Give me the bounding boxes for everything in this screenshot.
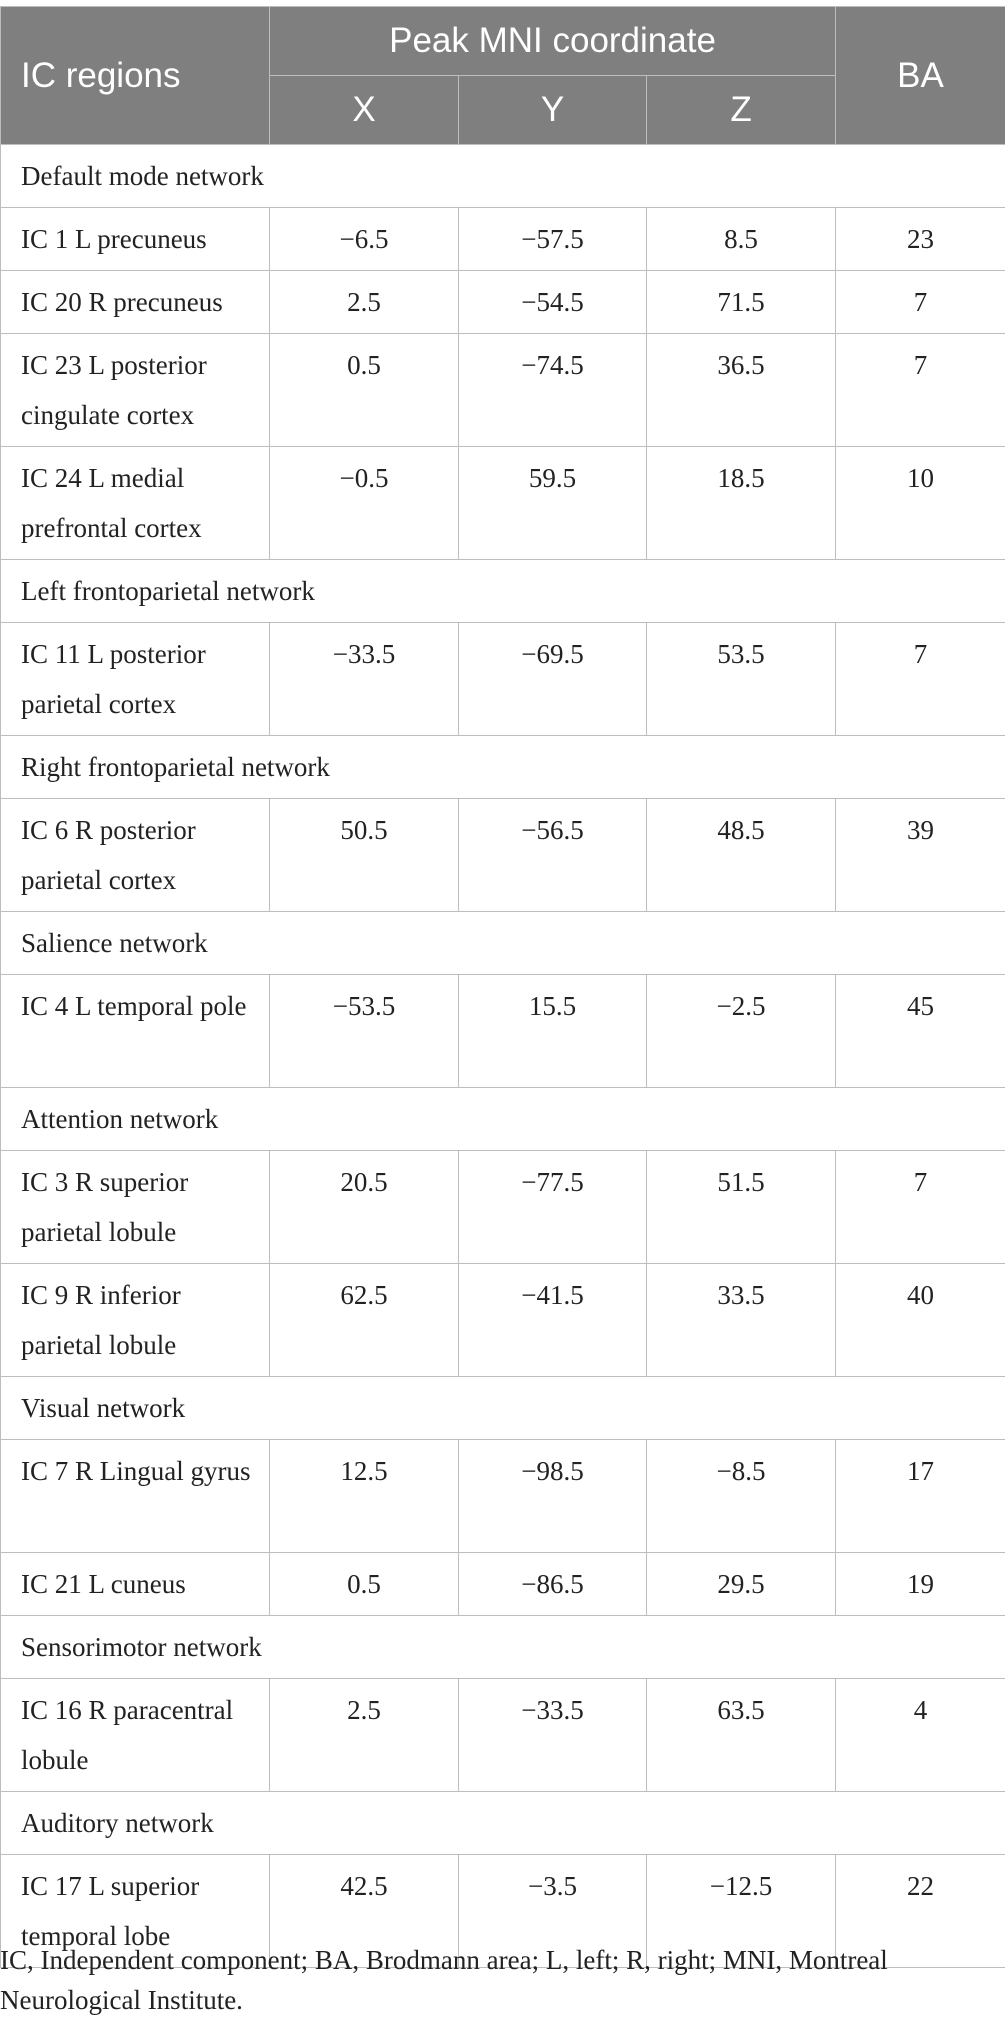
y-cell: −69.5 — [459, 623, 647, 736]
network-group-row — [1, 912, 1005, 975]
ba-cell: 39 — [836, 799, 1005, 912]
z-cell: 63.5 — [647, 1679, 836, 1792]
x-cell: 0.5 — [270, 334, 459, 447]
x-cell: −33.5 — [270, 623, 459, 736]
header-y: Y — [459, 76, 647, 145]
table-row — [1, 447, 1005, 560]
table-footnote: IC, Independent component; BA, Brodmann area; L, left; R, right; MNI, Montreal Neurological Institute. — [0, 1945, 888, 2015]
table-body — [1, 145, 1005, 1968]
table-row — [1, 623, 1005, 736]
region-cell: IC 11 L posterior parietal cortex — [1, 623, 270, 736]
z-cell: −2.5 — [647, 975, 836, 1088]
x-cell: 2.5 — [270, 271, 459, 334]
x-cell: 20.5 — [270, 1151, 459, 1264]
table-row — [1, 1440, 1005, 1553]
x-cell: 0.5 — [270, 1553, 459, 1616]
header-peak-mni-coordinate: Peak MNI coordinate — [270, 7, 836, 76]
z-cell: 48.5 — [647, 799, 836, 912]
region-cell: IC 20 R precuneus — [1, 271, 270, 334]
ba-cell: 7 — [836, 1151, 1005, 1264]
region-cell: IC 3 R superior parietal lobule — [1, 1151, 270, 1264]
ba-cell: 7 — [836, 271, 1005, 334]
table-row — [1, 1679, 1005, 1792]
network-group-row — [1, 1088, 1005, 1151]
header-x: X — [270, 76, 459, 145]
z-cell: 51.5 — [647, 1151, 836, 1264]
region-cell: IC 9 R inferior parietal lobule — [1, 1264, 270, 1377]
network-group-row — [1, 1792, 1005, 1855]
z-cell: 29.5 — [647, 1553, 836, 1616]
z-cell: 8.5 — [647, 208, 836, 271]
z-cell: 36.5 — [647, 334, 836, 447]
x-cell: −0.5 — [270, 447, 459, 560]
network-group-row — [1, 1377, 1005, 1440]
y-cell: −86.5 — [459, 1553, 647, 1616]
table-row — [1, 799, 1005, 912]
region-cell: IC 21 L cuneus — [1, 1553, 270, 1616]
x-cell: 50.5 — [270, 799, 459, 912]
z-cell: 33.5 — [647, 1264, 836, 1377]
z-cell: 53.5 — [647, 623, 836, 736]
network-group-label: Left frontoparietal network — [1, 560, 1005, 623]
x-cell: 42.5 — [270, 1855, 459, 1968]
network-group-label: Salience network — [1, 912, 1005, 975]
network-group-label: Right frontoparietal network — [1, 736, 1005, 799]
network-group-label: Default mode network — [1, 145, 1005, 208]
table-row — [1, 975, 1005, 1088]
table-row — [1, 1553, 1005, 1616]
x-cell: −6.5 — [270, 208, 459, 271]
table-row — [1, 334, 1005, 447]
network-group-row — [1, 145, 1005, 208]
y-cell: −57.5 — [459, 208, 647, 271]
y-cell: −41.5 — [459, 1264, 647, 1377]
z-cell: 18.5 — [647, 447, 836, 560]
ba-cell: 45 — [836, 975, 1005, 1088]
network-group-row — [1, 736, 1005, 799]
x-cell: 2.5 — [270, 1679, 459, 1792]
z-cell: 71.5 — [647, 271, 836, 334]
network-group-label: Attention network — [1, 1088, 1005, 1151]
y-cell: −74.5 — [459, 334, 647, 447]
region-cell: IC 4 L temporal pole — [1, 975, 270, 1088]
region-cell: IC 17 L superior temporal lobe — [1, 1855, 270, 1968]
ba-cell: 7 — [836, 623, 1005, 736]
y-cell: −77.5 — [459, 1151, 647, 1264]
ba-cell: 7 — [836, 334, 1005, 447]
ba-cell: 23 — [836, 208, 1005, 271]
x-cell: 12.5 — [270, 1440, 459, 1553]
ba-cell: 19 — [836, 1553, 1005, 1616]
network-group-row — [1, 1616, 1005, 1679]
table-row — [1, 271, 1005, 334]
x-cell: −53.5 — [270, 975, 459, 1088]
region-cell: IC 23 L posterior cingulate cortex — [1, 334, 270, 447]
x-cell: 62.5 — [270, 1264, 459, 1377]
network-group-label: Visual network — [1, 1377, 1005, 1440]
ba-cell: 10 — [836, 447, 1005, 560]
y-cell: −56.5 — [459, 799, 647, 912]
ba-cell: 17 — [836, 1440, 1005, 1553]
table-row — [1, 1264, 1005, 1377]
table-row — [1, 208, 1005, 271]
y-cell: −98.5 — [459, 1440, 647, 1553]
y-cell: −3.5 — [459, 1855, 647, 1968]
y-cell: 59.5 — [459, 447, 647, 560]
region-cell: IC 16 R paracentral lobule — [1, 1679, 270, 1792]
header-z: Z — [647, 76, 836, 145]
header-ic-regions: IC regions — [1, 7, 270, 145]
table-header — [1, 7, 1005, 145]
z-cell: −8.5 — [647, 1440, 836, 1553]
ba-cell: 4 — [836, 1679, 1005, 1792]
y-cell: −54.5 — [459, 271, 647, 334]
network-group-row — [1, 560, 1005, 623]
network-group-label: Auditory network — [1, 1792, 1005, 1855]
region-cell: IC 6 R posterior parietal cortex — [1, 799, 270, 912]
header-ba: BA — [836, 7, 1005, 145]
y-cell: 15.5 — [459, 975, 647, 1088]
region-cell: IC 1 L precuneus — [1, 208, 270, 271]
ba-cell: 22 — [836, 1855, 1005, 1968]
region-cell: IC 7 R Lingual gyrus — [1, 1440, 270, 1553]
network-group-label: Sensorimotor network — [1, 1616, 1005, 1679]
region-cell: IC 24 L medial prefrontal cortex — [1, 447, 270, 560]
y-cell: −33.5 — [459, 1679, 647, 1792]
table-row — [1, 1151, 1005, 1264]
ba-cell: 40 — [836, 1264, 1005, 1377]
z-cell: −12.5 — [647, 1855, 836, 1968]
ic-regions-table — [0, 6, 1005, 1968]
